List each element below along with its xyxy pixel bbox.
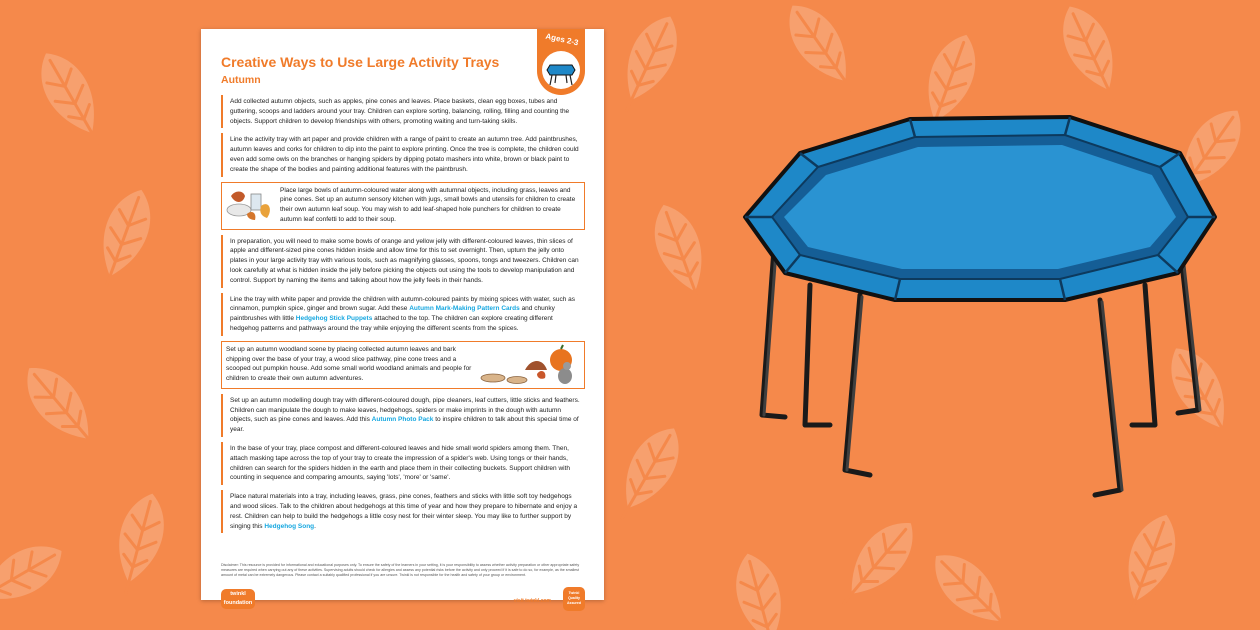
footer-url[interactable]: visit twinkl.com [513, 598, 551, 604]
document-subtitle: Autumn [221, 74, 261, 86]
spice-paint-text-start: Line the tray with white paper and provide the children with autumn-coloured paints by mixing spices with water, such as cinnamon, pumpkin spice, ginger and brown sugar. Add these [230, 295, 576, 313]
activity-section-leaf-soup [221, 182, 585, 230]
hedgehogs-text-start: Place natural materials into a tray, including leaves, grass, pine cones, feathers and sticks with little soft toy hedgehogs and wood slices. Talk to the children about hedgehogs at this time of year and how they prepare to hibernate and enjoy a rest. Children can help to build the hedgehogs a little cosy nest for their winter sleep. You may like to further support by singing this [230, 493, 578, 530]
modelling-dough-text-start: Set up an autumn modelling dough tray with different-coloured dough, pipe cleaners, leaf cutters, little sticks and feathers. Children can manipulate the dough to make leaves, hedgehogs, spiders or make imprints in the dough with autumn objects, such as pine cones and leaves. Add this [230, 396, 580, 424]
tray-icon-circle [542, 51, 580, 89]
spice-paint-text-end: attached to the top. The children can explore creating different hedgehog patterns and pathways around the tray while enjoying the different scents from the spices. [230, 315, 553, 332]
activity-section-woodland [221, 341, 585, 389]
activity-section-sorting: Add collected autumn objects, such as apples, pine cones and leaves. Place baskets, clean egg boxes, tubes and guttering, scoops and ladders around your tray. Children can explore sorting, balancing, rolling, filling and counting the objects. Support children to develop friendships with others, promoting waiting and turn-taking skills. [221, 95, 585, 128]
activity-tray-icon [542, 51, 580, 89]
hedgehogs-text-end: . [314, 522, 316, 530]
age-badge [537, 29, 585, 95]
modelling-dough-text-end: to inspire children to talk about this special time of year. [230, 416, 579, 434]
activity-section-spice-paint [221, 293, 585, 336]
hedgehog-song-link[interactable]: Hedgehog Song [264, 522, 315, 530]
document-title: Creative Ways to Use Large Activity Trays [221, 54, 500, 70]
activity-section-printing: Line the activity tray with art paper and provide children with a range of paint to create an autumn tree. Add paintbrushes, autumn leaves and corks for children to dip into the paint to explore printing. Once the tree is complete, the children could even add some owls on the branches or hanging spiders by dipping potato mashers into white, brown or black paint to create the shape of the bodies and painting additional features with the paintbrush. [221, 133, 585, 176]
age-label: Ages 2-3 [544, 31, 580, 48]
leaf-soup-illustration [225, 186, 275, 224]
activity-section-modelling-dough [221, 394, 585, 437]
leaf-soup-text: Place large bowls of autumn-coloured water along with autumnal objects, including grass, leaves and pine cones. Set up an autumn sensory kitchen with jugs, small bowls and utensils for children to create their own autumn leaf soup. You may wish to add leaf-shaped hole punchers for children to create autumn leaf confetti to add to their soup. [280, 186, 576, 223]
quality-assured-badge: Twinkl Quality Assured [563, 587, 585, 611]
woodland-text: Set up an autumn woodland scene by placing collected autumn leaves and bark chipping over the base of your tray, a wood slice pathway, pine cone trees and a scooped out pumpkin house. Add some small world woodland animals and people for children to create their own autumn adventures. [226, 345, 472, 383]
activity-document [201, 29, 604, 606]
autumn-photo-pack-link[interactable]: Autumn Photo Pack [371, 416, 434, 424]
spice-paint-text-middle: and chunky paintbrushes with little [230, 305, 555, 323]
activity-tray-illustration [740, 95, 1220, 515]
activity-section-jelly: In preparation, you will need to make some bowls of orange and yellow jelly with different-coloured leaves, thin slices of apple and different-sized pine cones hidden inside and allow time for this to set overnight. Then, upturn the jelly onto plates in your large activity tray with various tools, such as magnifying glasses, spoons, tongs and tweezers. Children can look carefully at what is hidden inside the jelly before picking the objects out using the tools to develop manipulation and control. Support by naming the items and talking about how the jelly feels in their hands. [221, 235, 585, 288]
twinkl-foundation-logo: twinkl foundation [221, 589, 255, 609]
woodland-scene-illustration [477, 344, 581, 386]
hedgehog-stick-puppets-link[interactable]: Hedgehog Stick Puppets [295, 315, 373, 323]
disclaimer: Disclaimer: This resource is provided for informational and educational purposes only. To ensure the safety of the learners in your setting, it is your responsibility to assess whether activity preparation or other appropriate safety measures are required when carrying out any of these activities. Supervising adults should check for allergies and assess any potential risks before the activity and only proceed if it is safe to do so, for example, as the smallest amount of metal can be extremely dangerous. Please contact a suitably qualified professional if you are unsure. Twinkl is not responsible for the health and safety of your group or environment. [221, 563, 580, 577]
activity-section-spiders: In the base of your tray, place compost and different-coloured leaves and hide small world spiders among them. Then, attach masking tape across the top of your tray to create the impression of a spider's web. Using tongs or their hands, children can search for the spiders hidden in the earth and place them in their collecting buckets. Support children with counting in sequence and comparing amounts, saying 'lots', 'more' or 'same'. [221, 442, 585, 485]
autumn-mark-making-link[interactable]: Autumn Mark-Making Pattern Cards [409, 305, 520, 313]
activity-sections [221, 95, 585, 538]
activity-section-hedgehogs [221, 490, 585, 533]
